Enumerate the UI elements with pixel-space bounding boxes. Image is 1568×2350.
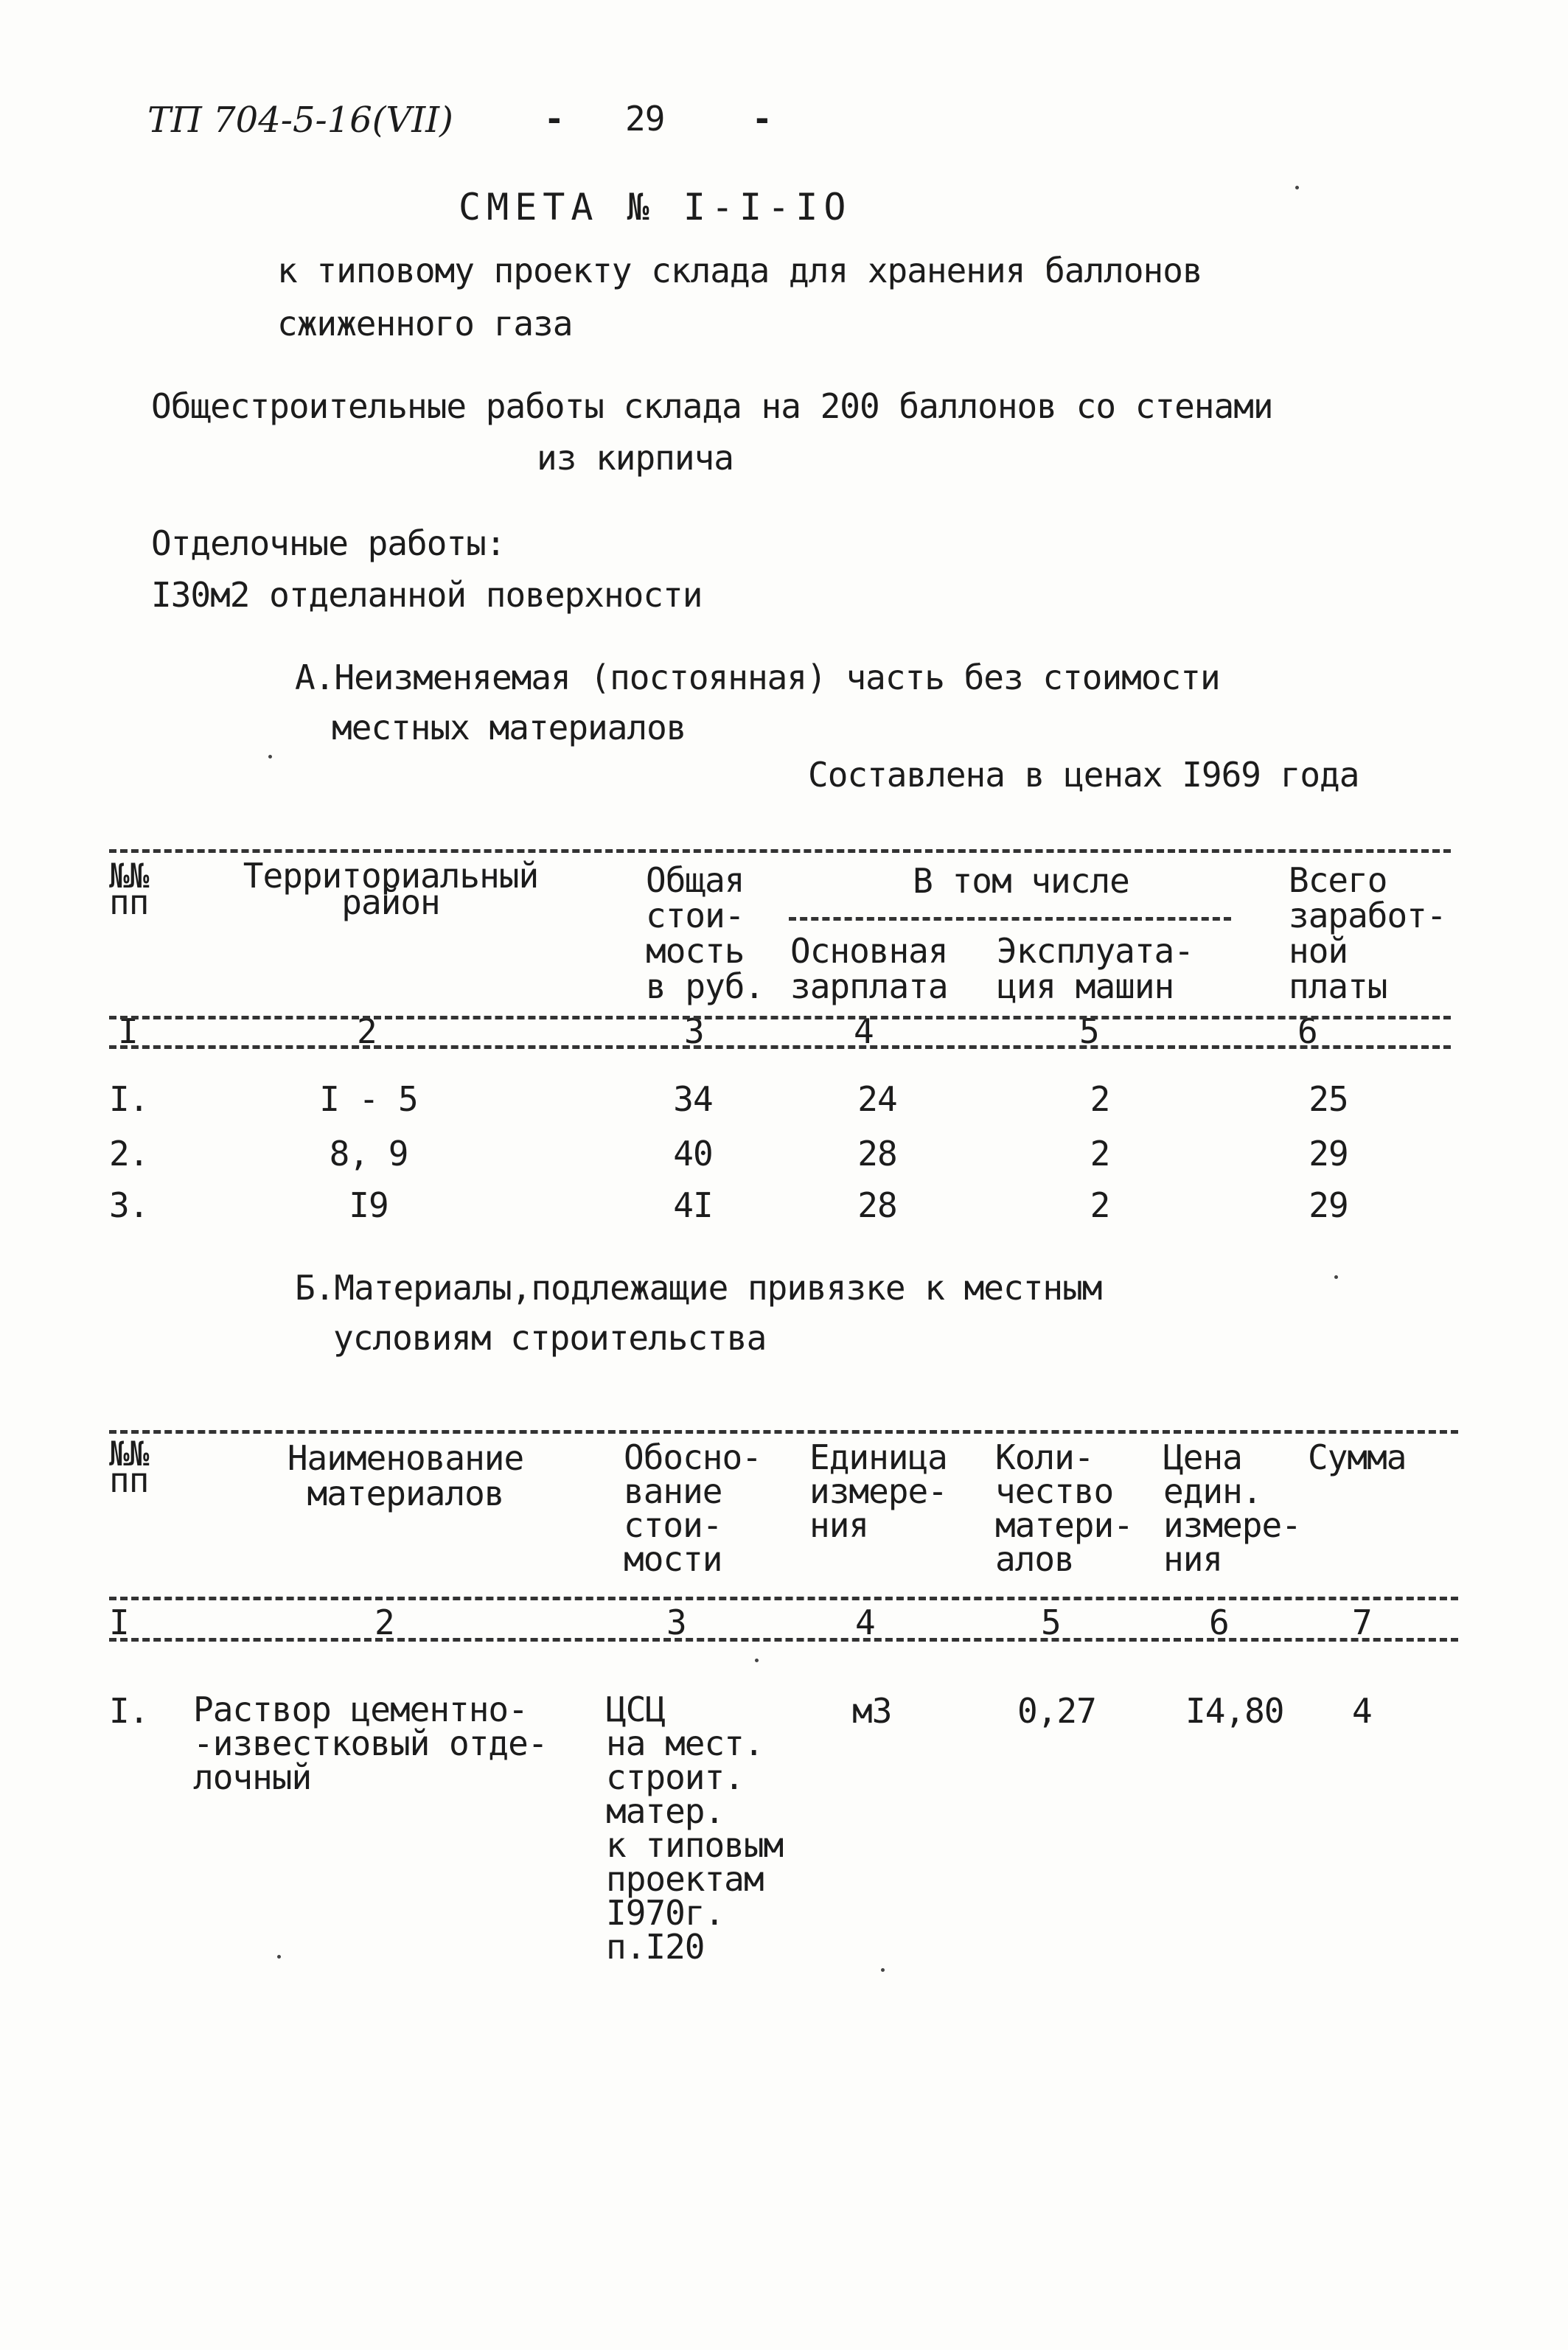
document-code: ТП 704-5-16(VII) [147, 100, 453, 141]
table-b-top-rule [109, 1430, 1458, 1434]
scan-speck [1334, 1275, 1338, 1279]
table-a-row-2-total: 40 [673, 1134, 713, 1174]
table-b-colnum-2: 2 [374, 1603, 394, 1642]
table-a-row-3-wages: 29 [1309, 1185, 1348, 1225]
estimate-heading: СМЕТА № I-I-IO [459, 186, 852, 229]
table-b-colnum-5: 5 [1041, 1603, 1061, 1642]
table-a-colnum-bottom-rule [109, 1045, 1451, 1049]
table-a-row-1-machines: 2 [1090, 1079, 1110, 1119]
section-a-title-line-1: А.Неизменяемая (постоянная) часть без стоимости [295, 658, 1220, 697]
scan-speck [755, 1659, 759, 1662]
page-dash-right: - [752, 99, 772, 139]
table-a-colnum-top-rule [109, 1016, 1451, 1019]
table-b-colnum-7: 7 [1352, 1603, 1372, 1642]
table-a-row-3-num: 3. [109, 1185, 149, 1225]
table-a-top-rule [109, 849, 1451, 853]
table-a-header-total-wages: Всего заработ- ной платы [1289, 860, 1446, 1006]
table-b-row-1-unit-price: I4,80 [1185, 1691, 1284, 1731]
subtitle-line-1: к типовому проекту склада для хранения баллонов [277, 251, 1202, 290]
table-a-row-3-total: 4I [673, 1185, 713, 1225]
table-a-colnum-2: 2 [357, 1011, 377, 1051]
prices-note: Составлена в ценах I969 года [808, 755, 1359, 795]
table-a-row-3-region: I9 [349, 1185, 388, 1225]
section-a-title-line-2: местных материалов [332, 708, 686, 747]
table-b-row-1-sum: 4 [1352, 1691, 1372, 1731]
table-b-header-material-name: Наименование материалов [287, 1438, 524, 1513]
table-a-row-2-machines: 2 [1090, 1134, 1110, 1174]
table-b-row-1-unit: м3 [852, 1691, 892, 1731]
table-b-header-unit-price: Цена един. измере- ния [1163, 1437, 1301, 1579]
table-a-header-total-cost: Общая стои- мость в руб. [646, 860, 764, 1006]
table-a-row-1-num: I. [109, 1079, 149, 1119]
table-b-row-1-cost-basis: ЦСЦ на мест. строит. матер. к типовым проектам I970г. п.I20 [606, 1690, 784, 1967]
section-b-title-line-2: условиям строительства [333, 1318, 767, 1358]
table-a-row-1-salary: 24 [857, 1079, 897, 1119]
table-b-header-sum: Сумма [1308, 1437, 1407, 1477]
table-a-row-2-region: 8, 9 [329, 1134, 408, 1174]
table-a-colnum-6: 6 [1297, 1011, 1317, 1051]
table-a-row-1-wages: 25 [1309, 1079, 1348, 1119]
table-b-colnum-top-rule [109, 1597, 1458, 1600]
table-a-header-machine-operation: Эксплуата- ция машин [997, 931, 1194, 1006]
table-b-row-1-material-name: Раствор цементно- -известковый отде- лочный [193, 1690, 548, 1797]
table-a-row-3-salary: 28 [857, 1185, 897, 1225]
table-b-row-1-num: I. [109, 1691, 149, 1731]
section-b-title-line-1: Б.Материалы,подлежащие привязке к местным [295, 1268, 1102, 1308]
scan-speck [1295, 186, 1299, 189]
table-a-colnum-4: 4 [854, 1011, 874, 1051]
table-a-row-2-salary: 28 [857, 1134, 897, 1174]
table-b-colnum-bottom-rule [109, 1638, 1458, 1642]
scan-speck [268, 755, 272, 759]
table-b-header-cost-basis: Обосно- вание стои- мости [624, 1437, 762, 1579]
finished-surface-area: I30м2 отделанной поверхности [151, 575, 703, 615]
table-a-row-2-wages: 29 [1309, 1134, 1348, 1174]
table-a-colnum-3: 3 [684, 1011, 704, 1051]
table-a-header-base-salary: Основная зарплата [790, 931, 948, 1006]
table-a-header-region: Территориальный район [243, 856, 539, 922]
table-a-header-num: №№ пп [109, 856, 149, 922]
table-a-header-including: В том числе [913, 861, 1129, 901]
table-b-colnum-4: 4 [855, 1603, 875, 1642]
table-b-row-1-quantity: 0,27 [1017, 1691, 1096, 1731]
table-b-header-quantity: Коли- чество матери- алов [995, 1437, 1133, 1579]
page-dash-left: - [544, 99, 564, 139]
table-a-colnum-1: I [118, 1011, 138, 1051]
table-a-row-2-num: 2. [109, 1134, 149, 1174]
table-b-header-num: №№ пп [109, 1434, 149, 1500]
finishing-works-label: Отделочные работы: [151, 523, 506, 563]
table-b-header-unit: Единица измере- ния [809, 1437, 947, 1545]
works-line-2: из кирпича [537, 438, 734, 478]
table-a-colnum-5: 5 [1079, 1011, 1099, 1051]
table-b-colnum-3: 3 [666, 1603, 686, 1642]
subtitle-line-2: сжиженного газа [277, 304, 573, 344]
table-a-row-3-machines: 2 [1090, 1185, 1110, 1225]
table-a-row-1-total: 34 [673, 1079, 713, 1119]
table-b-colnum-6: 6 [1209, 1603, 1229, 1642]
table-b-colnum-1: I [109, 1603, 129, 1642]
works-line-1: Общестроительные работы склада на 200 баллонов со стенами [151, 386, 1273, 426]
table-a-including-rule [789, 917, 1231, 921]
scan-speck [277, 1955, 281, 1959]
scan-speck [881, 1968, 885, 1972]
page-number: 29 [625, 99, 665, 139]
table-a-row-1-region: I - 5 [319, 1079, 418, 1119]
